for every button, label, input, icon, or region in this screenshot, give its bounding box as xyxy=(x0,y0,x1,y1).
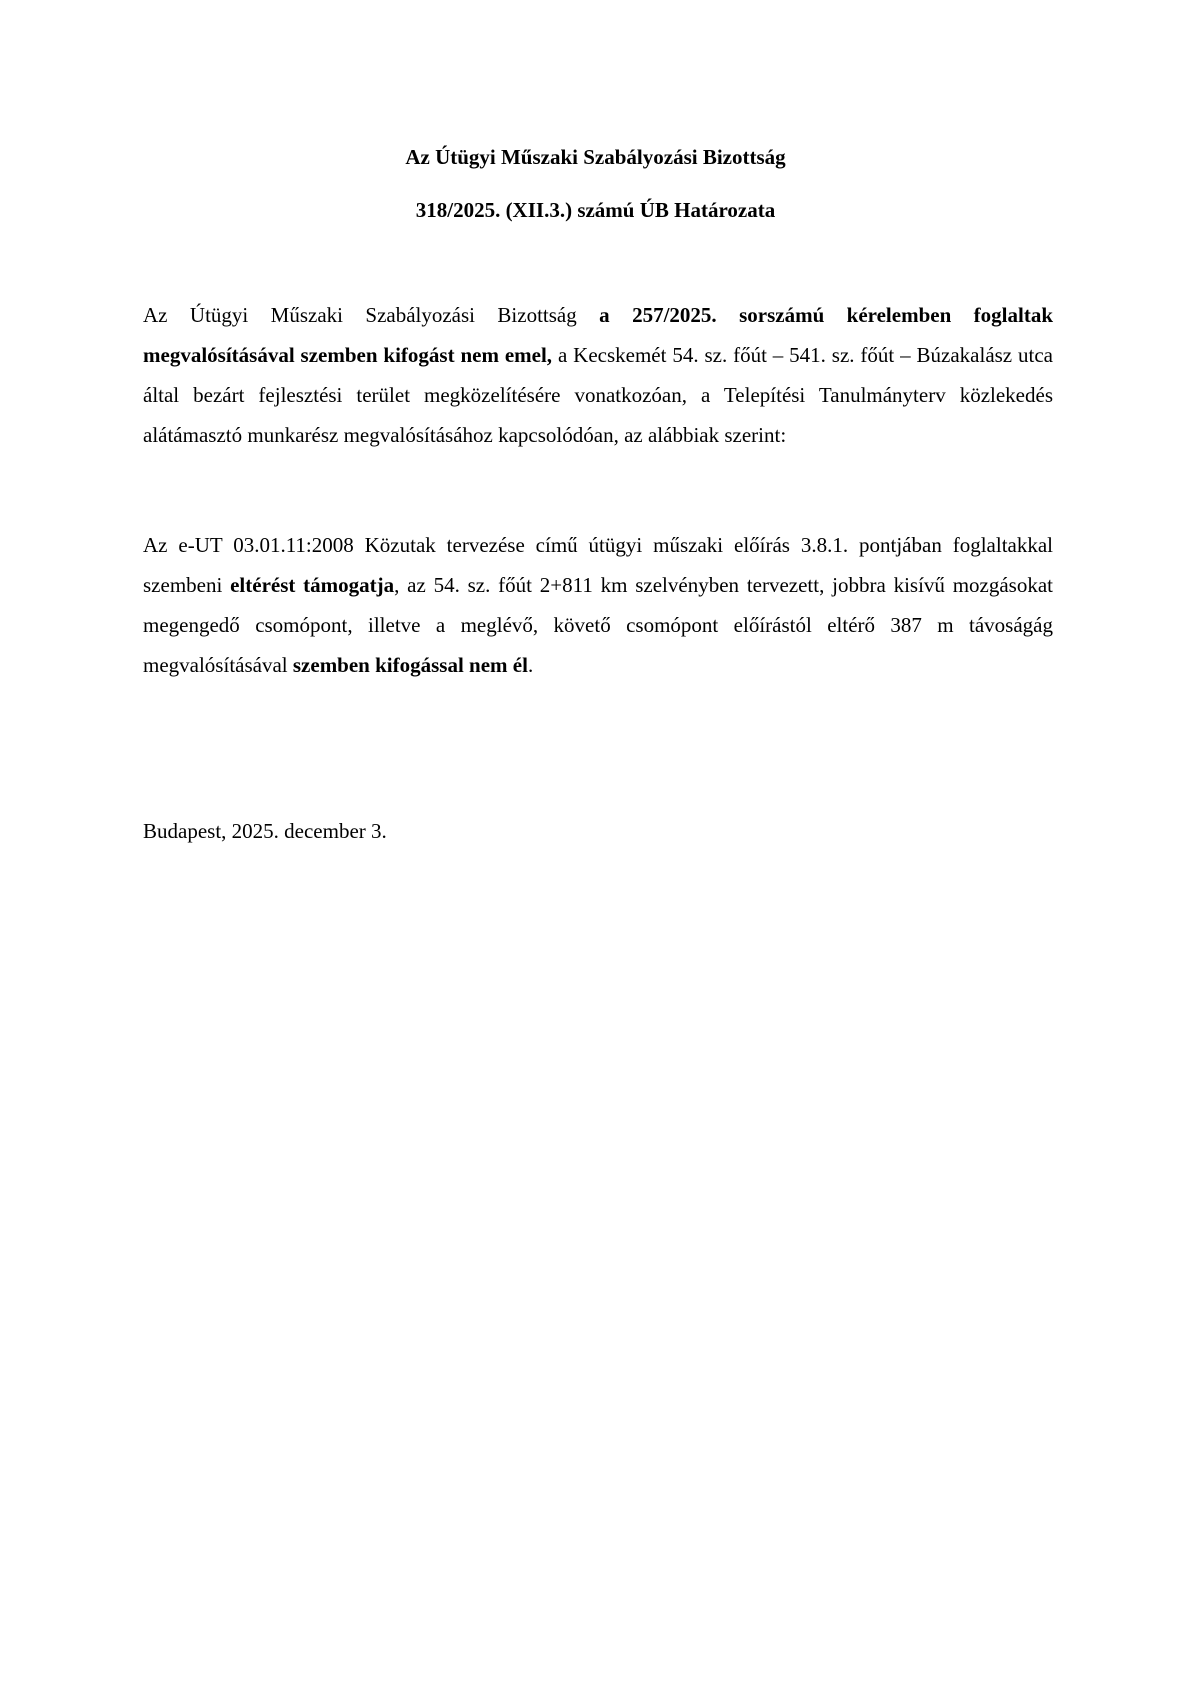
paragraph-text: . xyxy=(527,653,534,677)
paragraph-deviation-decision xyxy=(143,525,1053,685)
document-title-committee: Az Útügyi Műszaki Szabályozási Bizottság xyxy=(405,145,786,169)
paragraph-text: , az 54. sz. főút 2+811 km szelvényben tervezett, jobbra kisívű mozgásokat megengedő csomópont, illetve a meglévő, követő csomópont előírástól eltérő 387 m távoságág megvalósításával xyxy=(143,573,1053,677)
document-title-resolution-number: 318/2025. (XII.3.) számú ÚB Határozata xyxy=(415,198,776,222)
paragraph-bold-text: eltérést támogatja xyxy=(230,573,395,597)
place-and-date: Budapest, 2025. december 3. xyxy=(143,819,387,843)
paragraph-text: Az e-UT 03.01.11:2008 Közutak tervezése című útügyi műszaki előírás 3.8.1. pontjában foglaltakkal szembeni xyxy=(143,533,1053,597)
paragraph-bold-text: szemben kifogással nem él xyxy=(292,653,528,677)
paragraph-request-decision xyxy=(143,295,1053,455)
paragraph-text: Az Útügyi Műszaki Szabályozási Bizottság xyxy=(143,303,600,327)
paragraph-bold-text: a 257/2025. sorszámú kérelemben foglaltak megvalósításával szemben kifogást nem emel, xyxy=(143,303,1053,367)
paragraph-text: a Kecskemét 54. sz. főút – 541. sz. főút – Búzakalász utca által bezárt fejlesztési terület megközelítésére vonatkozóan, a Telepítési Tanulmányterv közlekedés alátámasztó munkarész megvalósításához kapcsolódóan, az alábbiak szerint: xyxy=(143,343,1053,447)
